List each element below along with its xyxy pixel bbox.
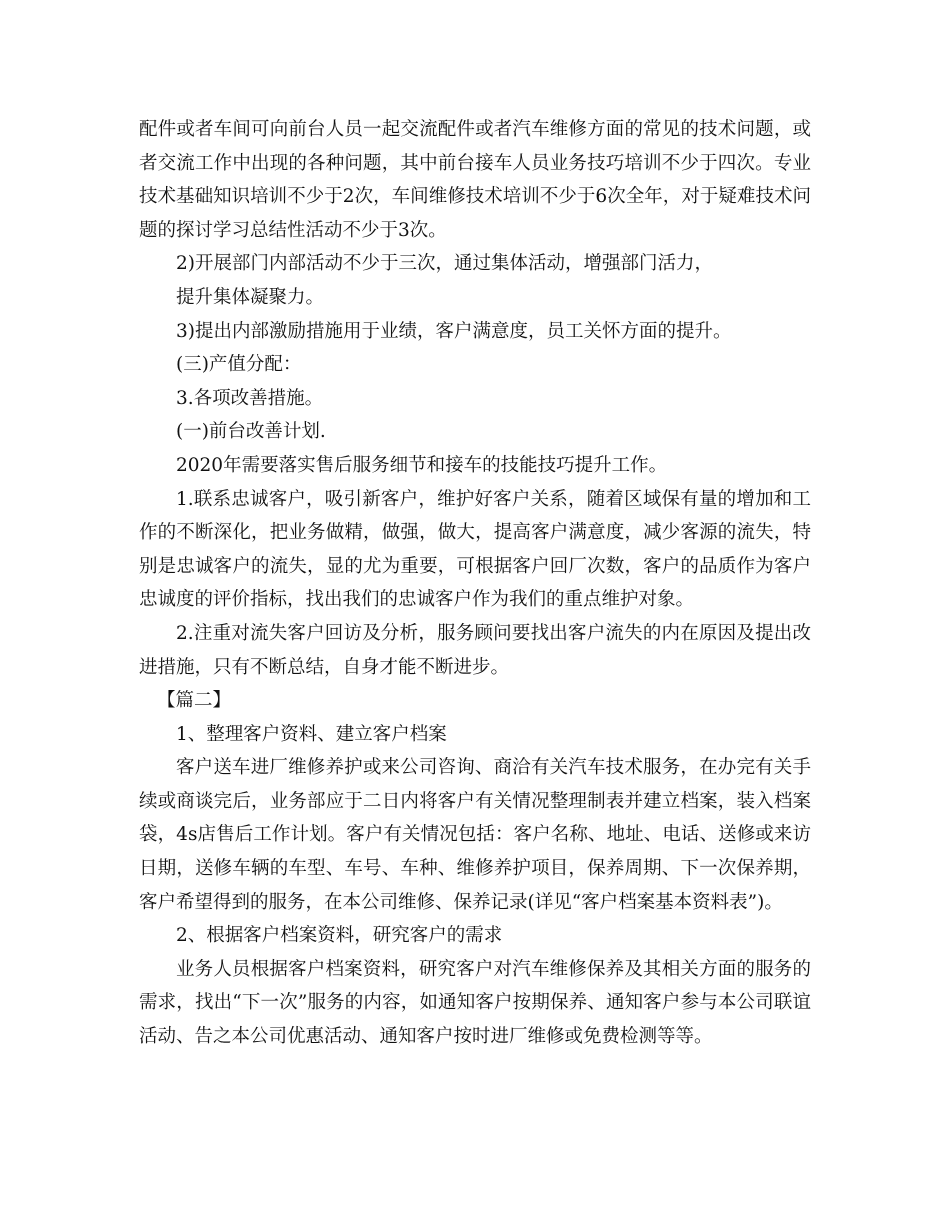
- paragraph-loyal-customers: 1.联系忠诚客户，吸引新客户，维护好客户关系，随着区域保有量的增加和工作的不断深化，把业务做精，做强，做大，提高客户满意度，减少客源的流失，特别是忠诚客户的流失，显的尤为重要，可根据客户回厂次数，客户的品质作为客户忠诚度的评价指标，找出我们的忠诚客户作为我们的重点维护对象。: [139, 488, 811, 611]
- document-body: [139, 113, 811, 1054]
- paragraph-lost-customers: 2.注重对流失客户回访及分析，服务顾问要找出客户流失的内在原因及提出改进措施，只有不断总结，自身才能不断进步。: [139, 622, 811, 678]
- paragraph-cohesion: 提升集体凝聚力。: [176, 286, 325, 308]
- paragraph-dept-activities: 2)开展部门内部活动不少于三次，通过集体活动，增强部门活力，: [176, 253, 713, 275]
- paragraph-incentives: 3)提出内部激励措施用于业绩，客户满意度，员工关怀方面的提升。: [176, 320, 732, 342]
- paragraph-output-allocation: (三)产值分配：: [176, 354, 302, 376]
- paragraph-front-desk-plan: (一)前台改善计划.: [176, 421, 326, 443]
- paragraph-training: 配件或者车间可向前台人员一起交流配件或者汽车维修方面的常见的技术问题，或者交流工作中出现的各种问题，其中前台接车人员业务技巧培训不少于四次。专业技术基础知识培训不少于2次，车间维修技术培训不少于6次全年，对于疑难技术问题的探讨学习总结性活动不少于3次。: [139, 119, 811, 241]
- paragraph-customer-needs: 业务人员根据客户档案资料，研究客户对汽车维修保养及其相关方面的服务的需求，找出“下一次”服务的内容，如通知客户按期保养、通知客户参与本公司联谊活动、告之本公司优惠活动、通知客户按时进厂维修或免费检测等等。: [139, 958, 811, 1048]
- paragraph-customer-records: 客户送车进厂维修养护或来公司咨询、商洽有关汽车技术服务，在办完有关手续或商谈完后，业务部应于二日内将客户有关情况整理制表并建立档案，装入档案袋，4s店售后工作计划。客户有关情况包括：客户名称、地址、电话、送修或来访日期，送修车辆的车型、车号、车种、维修养护项目，保养周期、下一次保养期，客户希望得到的服务，在本公司维修、保养记录(详见“客户档案基本资料表”)。: [139, 757, 811, 913]
- paragraph-2020-goal: 2020年需要落实售后服务细节和接车的技能技巧提升工作。: [176, 454, 668, 476]
- paragraph-customer-needs-title: 2、根据客户档案资料，研究客户的需求: [176, 925, 503, 947]
- paragraph-customer-records-title: 1、整理客户资料、建立客户档案: [176, 723, 447, 745]
- section-heading-part-two: 【篇二】: [157, 690, 232, 712]
- paragraph-improvement-measures: 3.各项改善措施。: [176, 387, 324, 409]
